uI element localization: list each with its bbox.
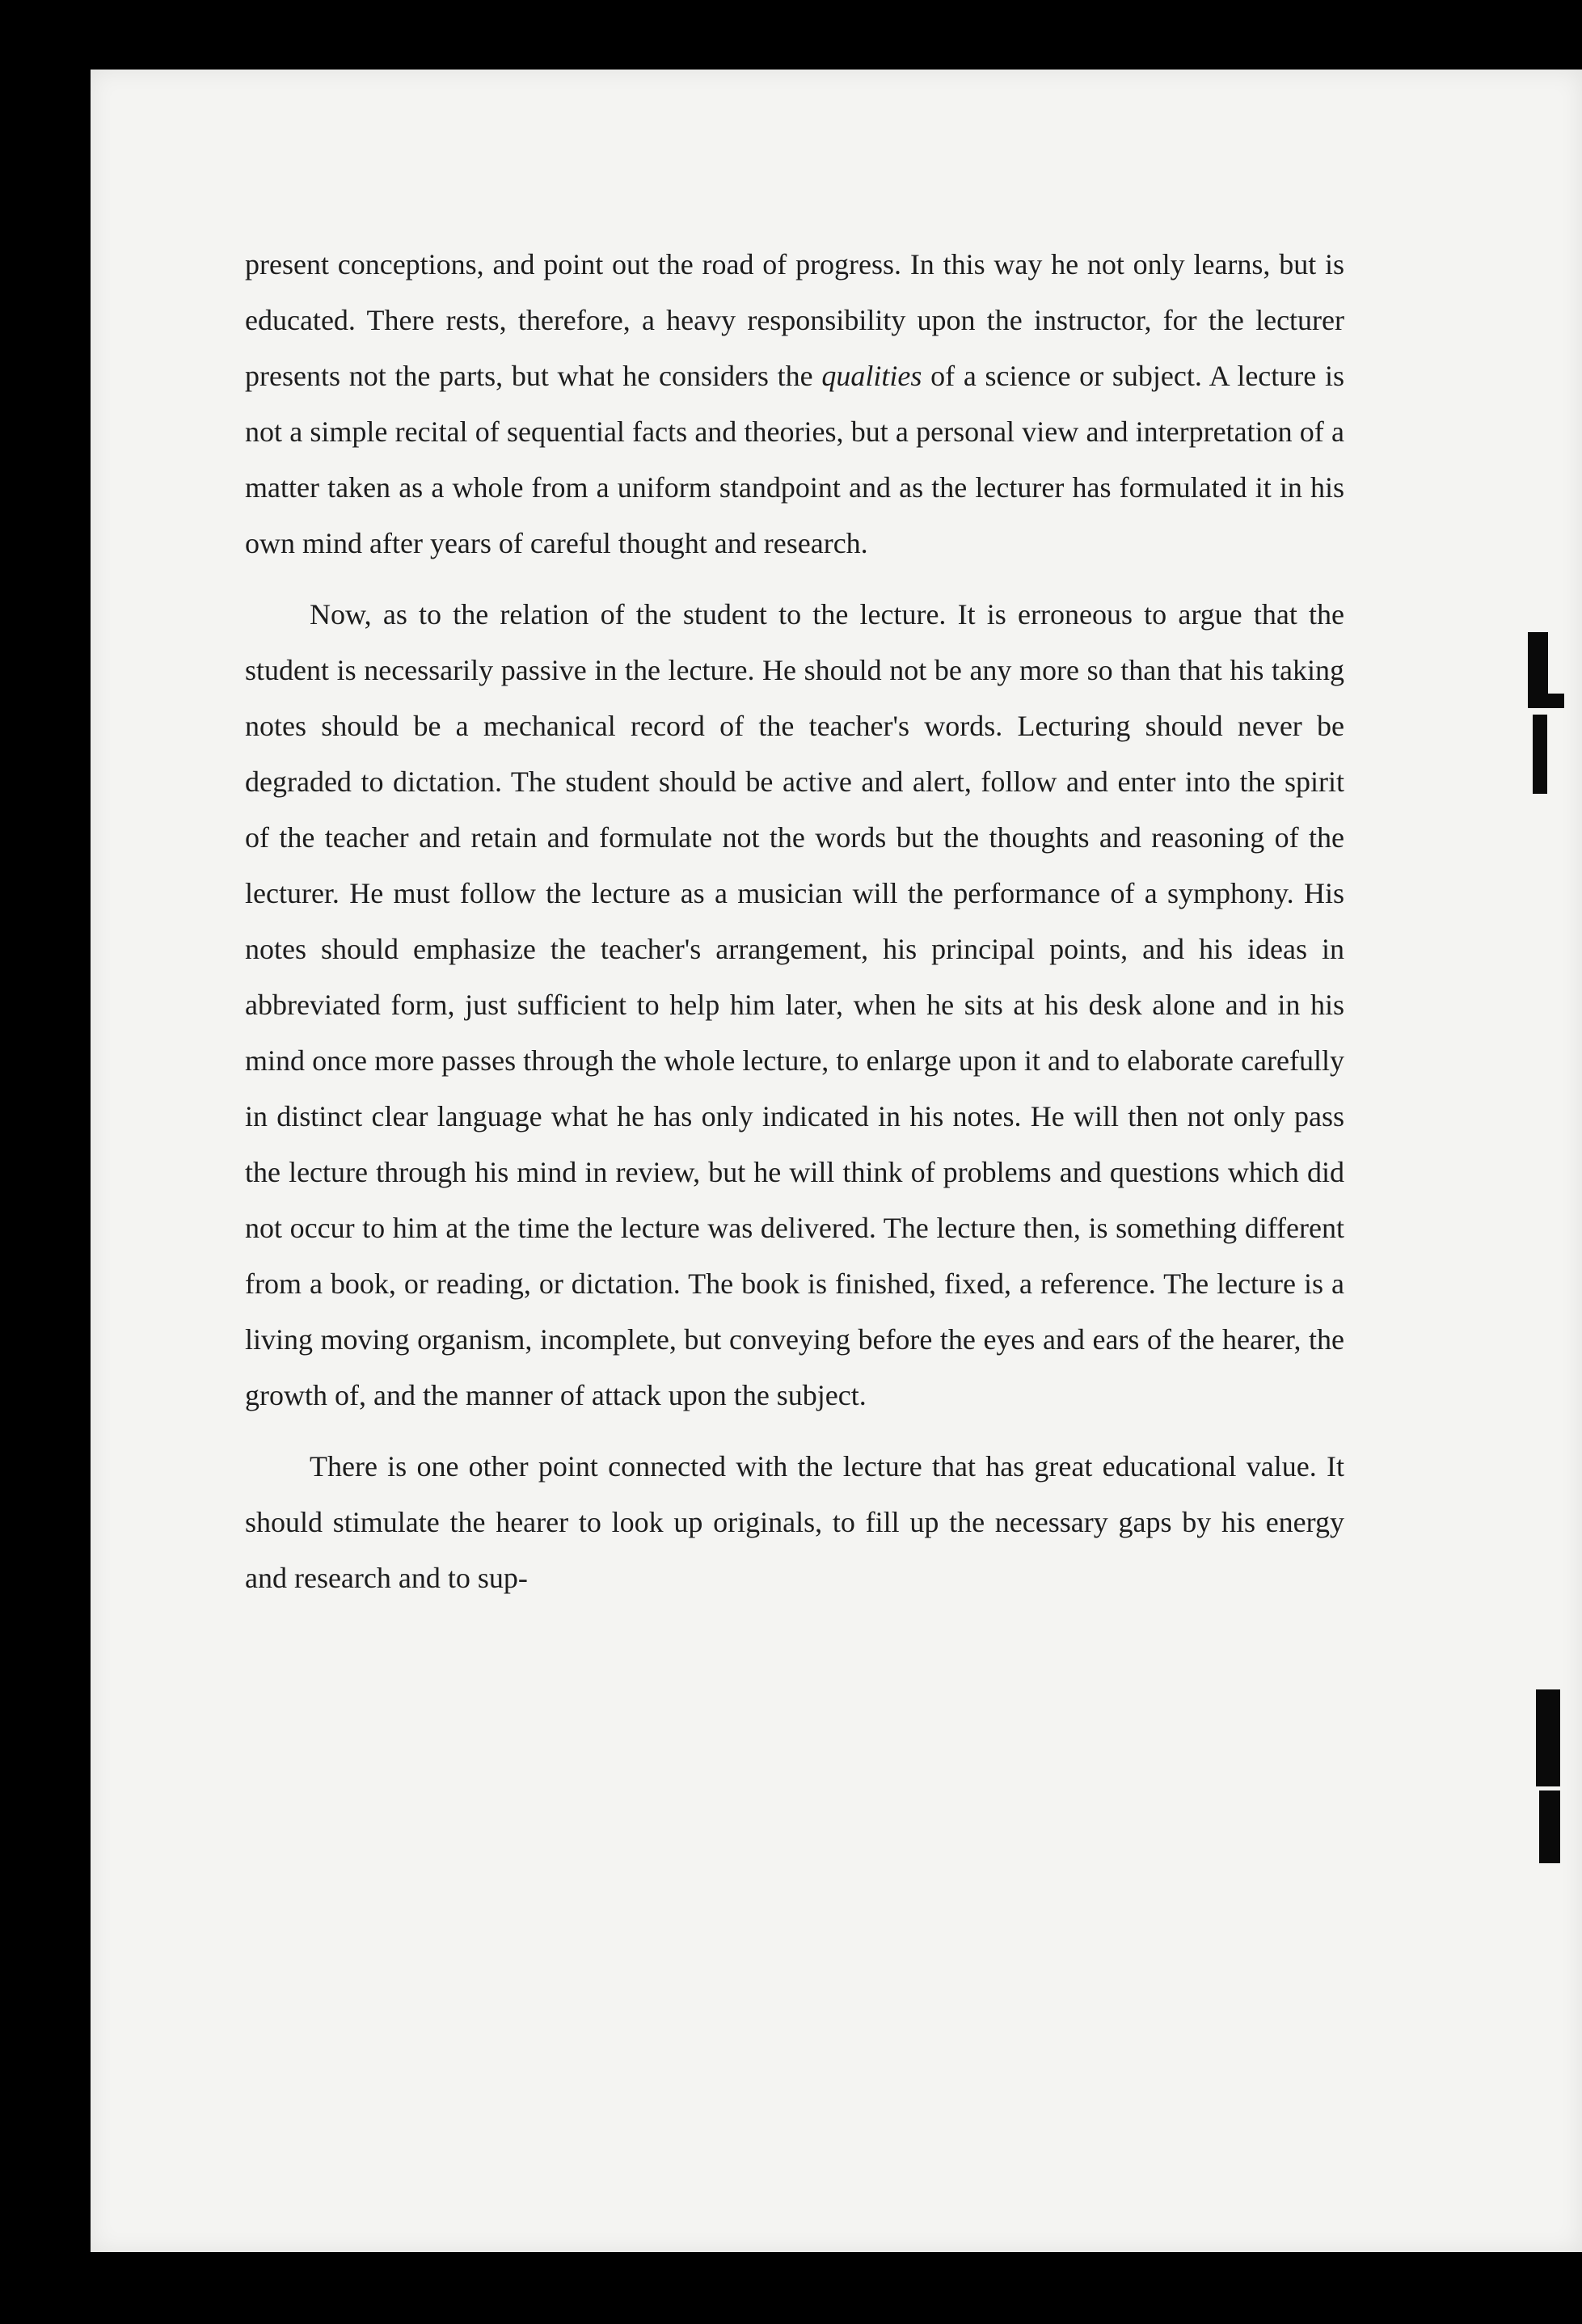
right-edge-mark-upper [1528, 632, 1548, 698]
paragraph-3-text: There is one other point connected with the lecture that has great educational value. It should stimulate the hearer to look up originals, to fill up the necessary gaps by his energy and research and to sup- [245, 1450, 1344, 1594]
right-edge-mark-upper-foot [1528, 694, 1564, 708]
paragraph-2-text: Now, as to the relation of the student to the lecture. It is erroneous to argue that the student is necessarily passive in the lecture. He should not be any more so than that his taking notes should be a mechanical record of the teacher's words. Lecturing should never be degraded to dictation. The student should be active and alert, follow and enter into the spirit of the teacher and retain and formulate not the words but the thoughts and reasoning of the lecturer. He must follow the lecture as a musician will the performance of a symphony. His notes should emphasize the teacher's arrangement, his principal points, and his ideas in abbreviated form, just sufficient to help him later, when he sits at his desk alone and in his mind once more passes through the whole lecture, to enlarge upon it and to elaborate carefully in distinct clear language what he has only indicated in his notes. He will then not only pass the lecture through his mind in review, but he will think of problems and questions which did not occur to him at the time the lecture was delivered. The lecture then, is something different from a book, or reading, or dictation. The book is finished, fixed, a reference. The lecture is a living moving organism, incomplete, but conveying before the eyes and ears of the hearer, the growth of, and the manner of attack upon the subject. [245, 598, 1344, 1411]
paragraph-1 [245, 237, 1344, 572]
left-scan-margin [0, 0, 91, 2324]
paragraph-1-italic-qualities: qualities [821, 360, 922, 392]
right-edge-mark-lower-tail [1539, 1790, 1560, 1863]
paragraph-1-part-1: present conceptions, and point out the road of progress. In this way he not only learns, but is educated. There rests, therefore, a heavy responsibility upon the instructor, for the lecturer presents not the parts, but what he considers the [245, 248, 1344, 392]
paragraph-2 [245, 587, 1344, 1424]
paragraph-3 [245, 1439, 1344, 1606]
right-edge-mark-lower [1536, 1689, 1560, 1786]
right-edge-mark-upper-lower [1533, 715, 1547, 794]
paragraph-1-part-3: of a science or subject. A lecture is not a simple recital of sequential facts and theories, but a personal view and interpretation of a matter taken as a whole from a uniform standpoint and as the lecturer has formulated it in his own mind after years of careful thought and research. [245, 360, 1344, 559]
page-text [245, 237, 1344, 1606]
